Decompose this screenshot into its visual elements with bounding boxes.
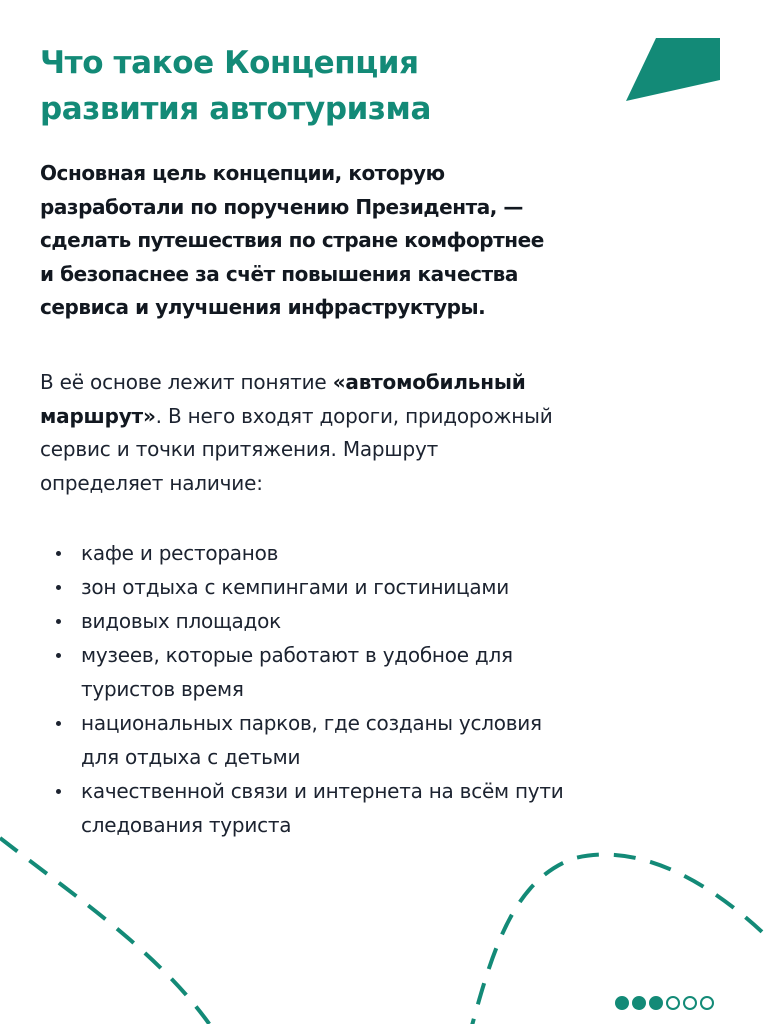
body-paragraph bbox=[40, 366, 740, 500]
page-indicator bbox=[615, 996, 714, 1010]
bullet-icon bbox=[56, 721, 61, 726]
lead-line-5: сервиса и улучшения инфраструктуры. bbox=[40, 295, 486, 319]
page-dot-filled bbox=[615, 996, 629, 1010]
teal-parallelogram-shape bbox=[626, 38, 722, 102]
para-line-3: сервис и точки притяжения. Маршрут bbox=[40, 437, 439, 461]
lead-line-2: разработали по поручению Президента, — bbox=[40, 194, 523, 219]
page-dot-empty bbox=[700, 996, 714, 1010]
lead-paragraph bbox=[40, 157, 740, 325]
lead-line-4: и безопаснее за счёт повышения качества bbox=[40, 261, 518, 286]
para-line-1-text: В её основе лежит понятие bbox=[40, 370, 333, 394]
page-dot-filled bbox=[632, 996, 646, 1010]
list-item-line: туристов время bbox=[81, 677, 244, 701]
bullet-icon bbox=[56, 789, 61, 794]
list-item-line: качественной связи и интернета на всём пути bbox=[81, 779, 564, 803]
bullet-icon bbox=[56, 585, 61, 590]
list-item-line: зон отдыха с кемпингами и гостиницами bbox=[81, 575, 509, 599]
list-item bbox=[40, 706, 740, 774]
lead-line-3: сделать путешествия по стране комфортнее bbox=[40, 228, 544, 252]
list-item bbox=[40, 774, 740, 842]
page-dot-empty bbox=[683, 996, 697, 1010]
highlight-term-part-1: «автомобильный bbox=[332, 370, 526, 394]
para-line-1 bbox=[40, 366, 740, 400]
list-item bbox=[40, 570, 740, 604]
page-dot-filled bbox=[649, 996, 663, 1010]
list-item-line: музеев, которые работают в удобное для bbox=[81, 643, 513, 667]
page-title bbox=[40, 40, 640, 132]
list-item-line: следования туриста bbox=[81, 813, 292, 837]
title-line-1: Что такое Концепция bbox=[40, 45, 419, 81]
title-line-2: развития автотуризма bbox=[40, 91, 432, 127]
para-line-2-text: . В него входят дороги, придорожный bbox=[155, 403, 553, 428]
features-list bbox=[40, 536, 740, 842]
list-item-line: кафе и ресторанов bbox=[81, 541, 279, 565]
bullet-icon bbox=[56, 653, 61, 658]
highlight-term-part-2: маршрут» bbox=[40, 403, 156, 428]
para-line-2 bbox=[40, 400, 740, 434]
para-line-4: определяет наличие: bbox=[40, 470, 263, 495]
page-dot-empty bbox=[666, 996, 680, 1010]
list-item bbox=[40, 604, 740, 638]
list-item bbox=[40, 638, 740, 706]
lead-line-1: Основная цель концепции, которую bbox=[40, 161, 445, 185]
list-item-line: для отдыха с детьми bbox=[81, 745, 301, 769]
bullet-icon bbox=[56, 619, 61, 624]
list-item-line: национальных парков, где созданы условия bbox=[81, 711, 542, 735]
list-item-line: видовых площадок bbox=[81, 609, 281, 633]
list-item bbox=[40, 536, 740, 570]
bullet-icon bbox=[56, 551, 61, 556]
